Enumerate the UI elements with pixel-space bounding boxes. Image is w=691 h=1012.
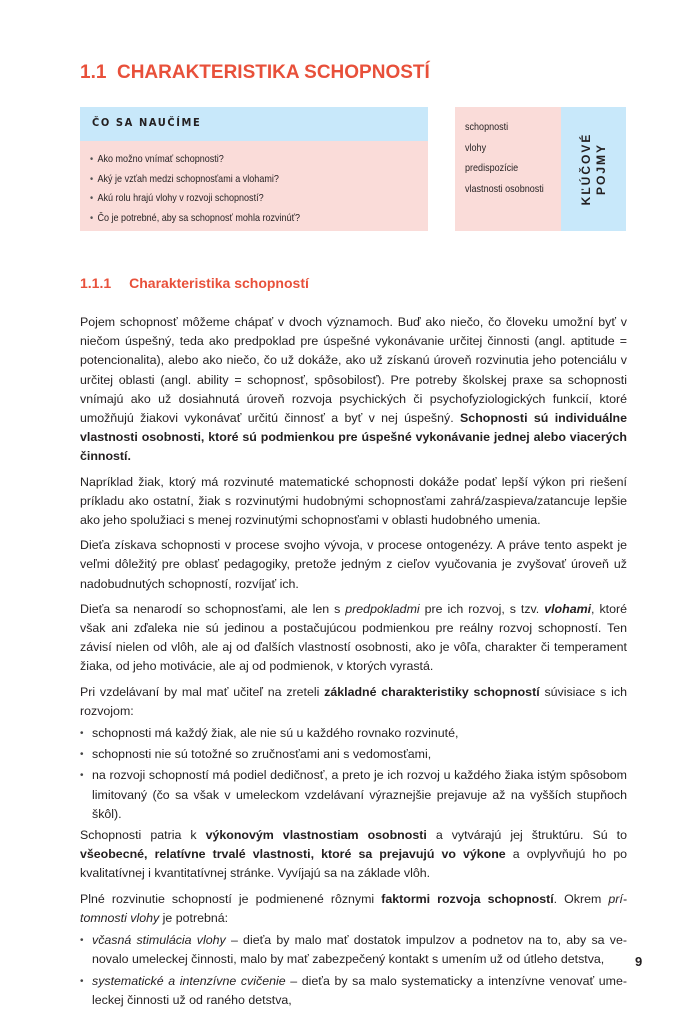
- list-item: • na rozvoji schopností má podiel dedičnosť, a preto je ich rozvoj u každého žiaka istým spôsobom limitovaný (čo sa však v umeleckom vzdelávaní výraznejšie prejavuje až na vyšších stupňoch škôl).: [80, 766, 627, 824]
- key-term: vlastnosti osobnosti: [465, 182, 544, 195]
- learning-objectives-list: [80, 141, 428, 228]
- factors-list: [80, 931, 627, 1010]
- subsection-title-text: Charakteristika schopností: [129, 275, 309, 291]
- list-item: • včasná stimulácia vlohy – dieťa by malo mať dostatok impulzov a podnetov na to, aby sa venovalo umeleckej činnosti, malo by mať zabezpečený kontakt s umením už od útleho detstva,: [80, 931, 627, 969]
- paragraph: Schopnosti patria k výkonovým vlastnostiam osobnosti a vytvárajú jej štruktúru. Sú to všeobecné, relatívne trvalé vlastnosti, ktoré sa prejavujú vo výkone a ovplyvňujú ho po kvalitatívnej i kvantitatívnej stránke. Vyvíjajú sa na základe vlôh.: [80, 828, 627, 881]
- characteristics-list: [80, 724, 627, 824]
- paragraph: Napríklad žiak, ktorý má rozvinuté matematické schopnosti dokáže podať lepší výkon pri riešení príkladu ako ostatní, žiak s rozvinutými hudobnými schopnosťami zahrá/zaspieva/zatancuje lepšie ako jeho spolužiaci s menej rozvinutými schopnosťami v oblasti hudobného umenia.: [80, 474, 627, 528]
- section-title: [80, 62, 430, 84]
- key-term: vlohy: [465, 141, 487, 154]
- learning-objectives-box: [80, 107, 428, 231]
- paragraph: Pri vzdelávaní by mal mať učiteľ na zreteli základné charakteristiky schopností súvisiace s ich rozvojom:: [80, 684, 627, 718]
- key-terms-label-line1: KĽÚČOVÉ: [578, 132, 593, 206]
- list-item: • schopnosti nie sú totožné so zručnosťami ani s vedomosťami,: [80, 745, 627, 764]
- objective-item: • Akú rolu hrajú vlohy v rozvoji schopností?: [90, 189, 372, 209]
- body-text: [80, 313, 627, 1012]
- list-item: • systematické a intenzívne cvičenie – dieťa by sa malo systematicky a intenzívne venovať umeleckej činnosti už od raného detstva,: [80, 972, 627, 1010]
- key-term: predispozície: [465, 162, 519, 174]
- key-term: schopnosti: [465, 121, 509, 133]
- subsection-title: [80, 275, 309, 291]
- key-terms-label: [579, 133, 609, 206]
- key-terms-label-line2: POJMY: [593, 142, 608, 196]
- page-number: 9: [635, 954, 643, 969]
- section-title-text: CHARAKTERISTIKA SCHOPNOSTÍ: [116, 62, 430, 83]
- key-terms-list: [455, 107, 561, 231]
- learning-objectives-heading: ČO SA NAUČÍME: [80, 107, 428, 141]
- paragraph: Plné rozvinutie schopností je podmienené rôznymi faktormi rozvoja schopností. Okrem prítomnosti vlohy je potrebná:: [80, 891, 627, 925]
- paragraph: Pojem schopnosť môžeme chápať v dvoch významoch. Buď ako niečo, čo človeku umožní byť v niečom úspešný, teda ako predpoklad pre úspešné vykonávanie určitej činnosti (angl. aptitude = potencionalita), alebo ako niečo, čo už dokáže, ako už získanú úroveň rozvinutia jeho potenciálu v určitej oblasti (angl. ability = schopnosť, spôsobilosť). Pre potreby školskej praxe sa schopnosti vnímajú ako už dosiahnutá úroveň rozvoja psychických či psychofyziologických funkcií, ktoré umožňujú žiakovi vykonávať určitú činnosť a byť v nej úspešný. Schopnosti sú individuálne vlastnosti osobnosti, ktoré sú podmienkou pre úspešné vykonávanie jednej alebo viacerých činností.: [80, 315, 627, 464]
- key-terms-label-panel: [561, 107, 626, 231]
- paragraph: Dieťa sa nenarodí so schopnosťami, ale len s predpokladmi pre ich rozvoj, s tzv. vlohami, ktoré však ani zďaleka nie sú jedinou a postačujúcou podmienkou pre reálny rozvoj schopností. Ten závisí nielen od vlôh, ale aj od ďalších vlastností osobnosti, ako je vôľa, charakter či temperament žiaka, od jeho motivácie, ale aj od podmienok, v ktorých vyrastá.: [80, 601, 627, 674]
- objective-item: • Ako možno vnímať schopnosti?: [90, 150, 372, 170]
- bold-definition: Schopnosti sú individuálne vlastnosti osobnosti, ktoré sú podmienkou pre úspešné vykonávanie jednej alebo viacerých činností.: [80, 411, 627, 464]
- section-number: 1.1: [80, 62, 107, 83]
- objective-item: • Aký je vzťah medzi schopnosťami a vlohami?: [90, 170, 372, 190]
- list-item: • schopnosti má každý žiak, ale nie sú u každého rovnako rozvinuté,: [80, 724, 627, 743]
- paragraph: Dieťa získava schopnosti v procese svojho vývoja, v procese ontogenézy. A práve tento aspekt je veľmi dôležitý pre oblasť pedagogiky, pretože jedným z cieľov vyučovania je zvyšovať úroveň už nadobudnutých schopností, rozvíjať ich.: [80, 538, 627, 591]
- objective-item: • Čo je potrebné, aby sa schopnosť mohla rozvinúť?: [90, 209, 372, 229]
- subsection-number: 1.1.1: [80, 275, 112, 291]
